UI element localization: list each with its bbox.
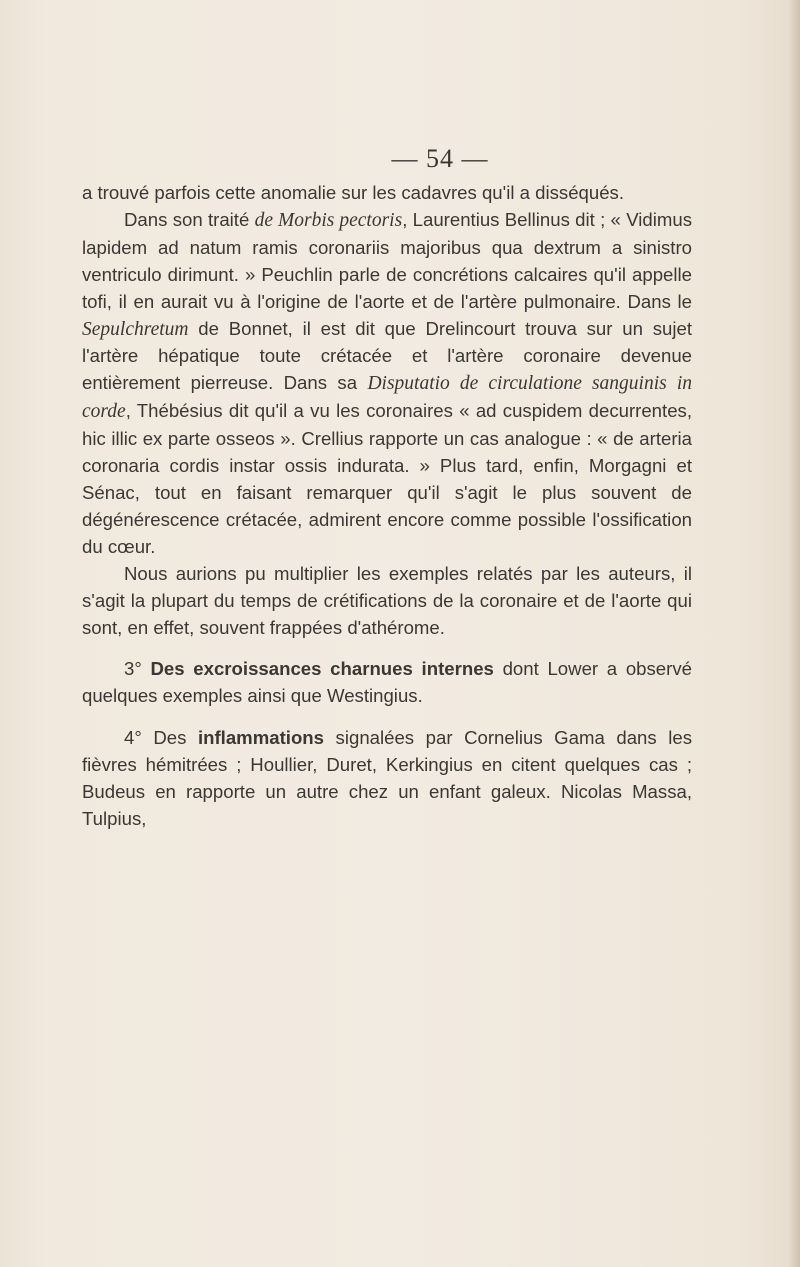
- paragraph-4-number: 3°: [124, 658, 142, 680]
- paragraph-3: Nous aurions pu multiplier les exemples relatés par les auteurs, il s'agit la plupart du temps de crétifications de la coronaire et de l'aorte qui sont, en effet, souvent frappées d'athérome.: [82, 562, 692, 638]
- paragraph-2-text-b: , Laurentius Bellinus dit ; « Vidimus lapidem ad natum ramis coronariis majoribus qua dextrum a sinistro ventriculo dirimunt. » Peuchlin parle de concrétions calcaires qu'il appelle tofi, il en aurait vu à l'origine de l'aorte et de l'artère pulmonaire. Dans le: [82, 208, 692, 312]
- page-number: — 54 —: [391, 144, 489, 173]
- heading-excroissances-charnues: Des excroissances charnues internes: [150, 658, 494, 680]
- page-edge-shadow: [788, 0, 800, 1267]
- paragraph-5: [82, 725, 692, 833]
- book-title-sepulchretum: Sepulchretum: [82, 318, 189, 340]
- paragraph-2-text-a: Dans son traité: [124, 208, 255, 230]
- paragraph-4: [82, 656, 692, 710]
- paragraph-2: [82, 207, 692, 561]
- paragraph-2-text-c: de Bonnet, il est dit que Drelincourt trouva sur un sujet l'artère hépatique toute crétacée et l'artère coronaire devenue entièrement pierreuse. Dans sa: [82, 317, 692, 394]
- paragraph-2-text-d: , Thébésius dit qu'il a vu les coronaires « ad cuspidem decurrentes, hic illic ex parte osseos ». Crellius rapporte un cas analogue : « de arteria coronaria cordis instar ossis indurata. » Plus tard, enfin, Morgagni et Sénac, tout en faisant remarquer qu'il s'agit le plus souvent de dégénérescence crétacée, admirent encore comme possible l'ossification du cœur.: [82, 400, 692, 557]
- body-text: [82, 180, 692, 833]
- paragraph-5-text-a: Des: [141, 727, 198, 749]
- book-title-disputatio: Disputatio de circulatione sanguinis in corde: [82, 373, 692, 423]
- paragraph-5-number: 4°: [124, 727, 142, 749]
- book-title-de-morbis-pectoris: de Morbis pectoris: [254, 209, 403, 231]
- paragraph-4-text: dont Lower a observé quelques exemples ainsi que Westingius.: [82, 658, 692, 707]
- paragraph-1: a trouvé parfois cette anomalie sur les cadavres qu'il a disséqués.: [82, 182, 625, 203]
- heading-inflammations: inflammations: [197, 727, 324, 749]
- paragraph-5-text-b: signalées par Cornelius Gama dans les fièvres hémitrées ; Houllier, Duret, Kerkingius en citent quelques cas ; Budeus en rapporte un autre chez un enfant galeux. Nicolas Massa, Tulpius,: [82, 727, 692, 829]
